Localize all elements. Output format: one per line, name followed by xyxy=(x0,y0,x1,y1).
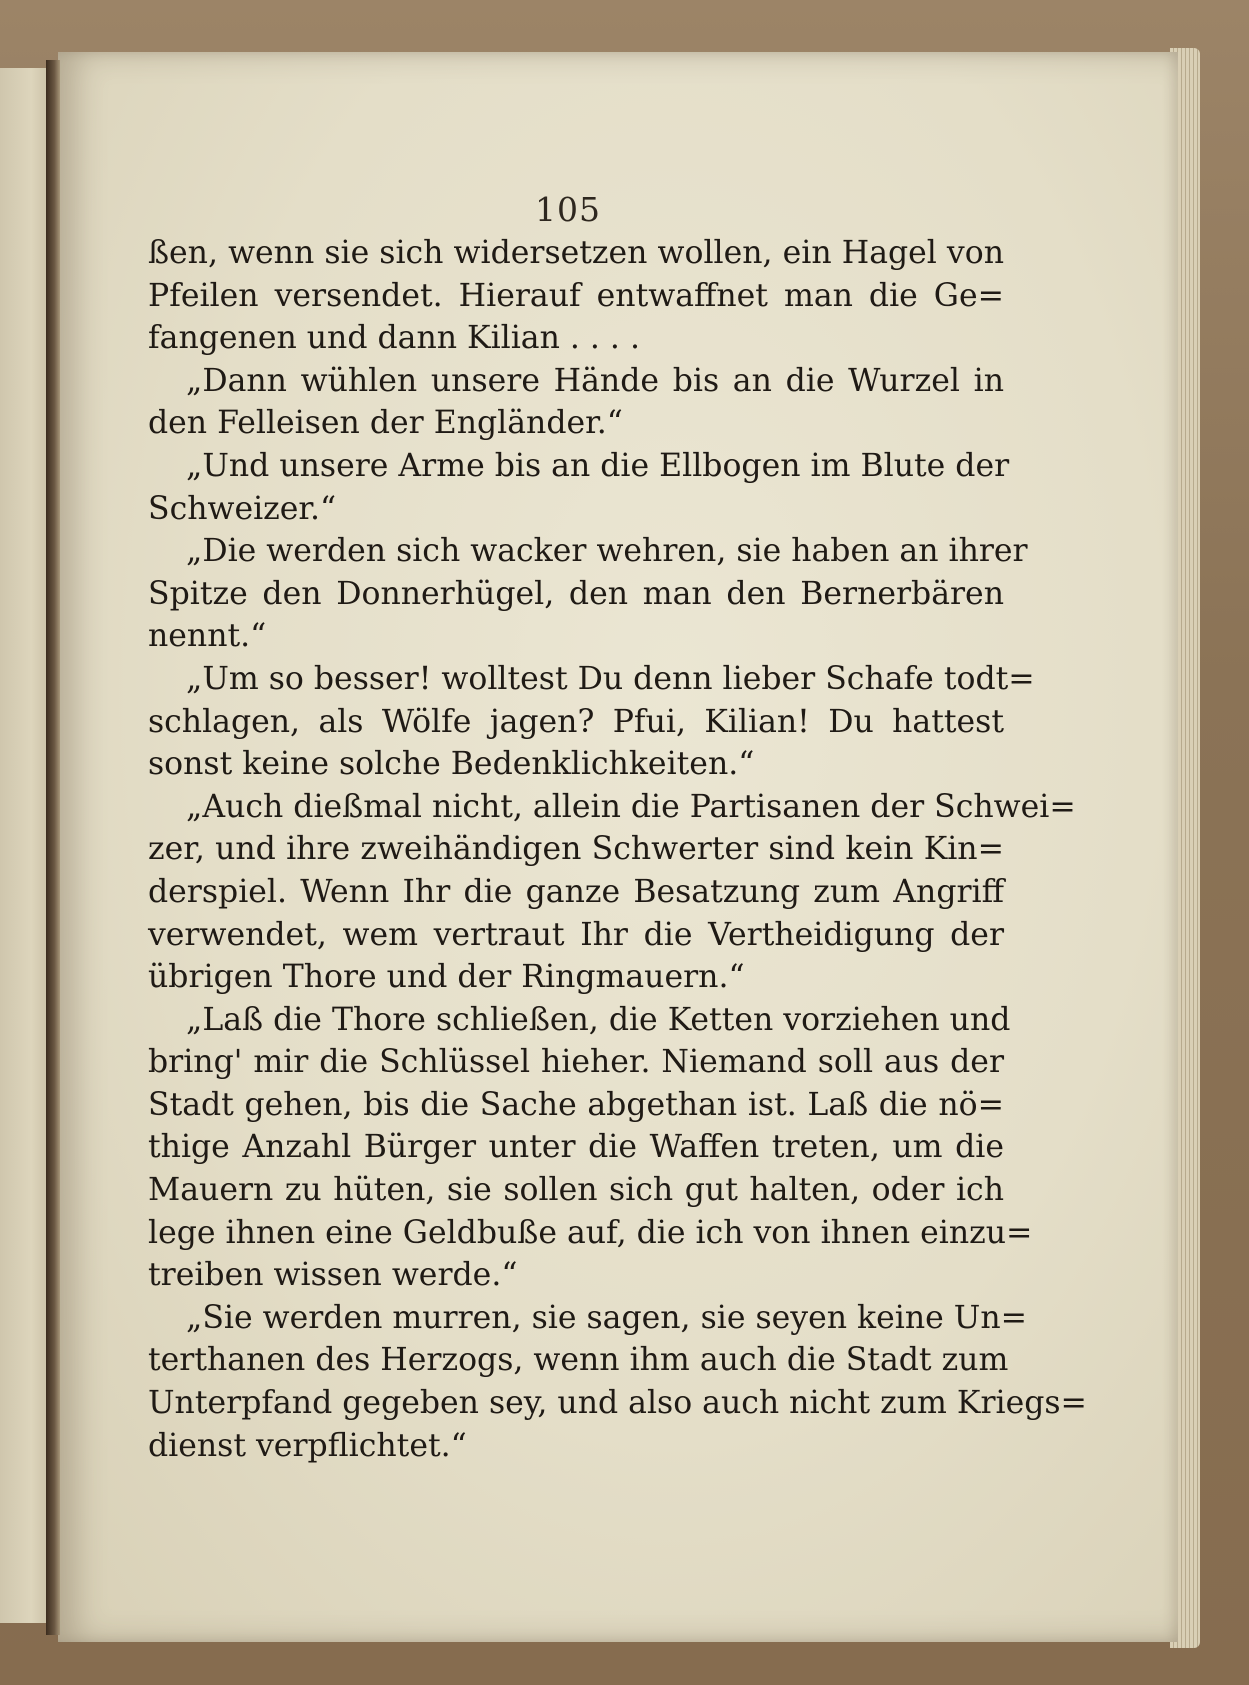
text-line: Stadt gehen, bis die Sache abgethan ist. Laß die nö= xyxy=(148,1086,1004,1123)
text-line: „Dann wühlen unsere Hände bis an die Wurzel in xyxy=(186,362,1004,399)
book-gutter xyxy=(46,60,60,1635)
text-line: Unterpfand gegeben sey, und also auch nicht zum Kriegs= xyxy=(148,1385,1087,1422)
text-line: treiben wissen werde.“ xyxy=(148,1257,518,1294)
text-line: fangenen und dann Kilian . . . . xyxy=(148,320,640,357)
text-line: derspiel. Wenn Ihr die ganze Besatzung zum Angriff xyxy=(148,873,1004,910)
text-line: Spitze den Donnerhügel, den man den Bernerbären xyxy=(148,575,1004,612)
text-line: lege ihnen eine Geldbuße auf, die ich von ihnen einzu= xyxy=(148,1214,1033,1251)
text-line: Pfeilen versendet. Hierauf entwaffnet man die Ge= xyxy=(148,277,1004,314)
text-line: „Sie werden murren, sie sagen, sie seyen keine Un= xyxy=(186,1299,1027,1336)
text-line: schlagen, als Wölfe jagen? Pfui, Kilian! Du hattest xyxy=(148,703,1004,740)
text-line: bring' mir die Schlüssel hieher. Niemand soll aus der xyxy=(148,1044,1004,1081)
text-line: terthanen des Herzogs, wenn ihm auch die Stadt zum xyxy=(148,1342,1009,1379)
text-line: sonst keine solche Bedenklichkeiten.“ xyxy=(148,746,755,783)
text-line: dienst verpflichtet.“ xyxy=(148,1427,467,1464)
text-line: „Laß die Thore schließen, die Ketten vorziehen und xyxy=(186,1001,1011,1038)
text-line: „Auch dießmal nicht, allein die Partisanen der Schwei= xyxy=(186,788,1076,825)
body-text xyxy=(148,232,1087,1467)
text-line: „Die werden sich wacker wehren, sie haben an ihrer xyxy=(186,533,1028,570)
text-line: Mauern zu hüten, sie sollen sich gut halten, oder ich xyxy=(148,1172,1004,1209)
text-line: verwendet, wem vertraut Ihr die Vertheidigung der xyxy=(148,916,1004,953)
text-line: nennt.“ xyxy=(148,618,267,655)
text-line: zer, und ihre zweihändigen Schwerter sind kein Kin= xyxy=(148,831,1004,868)
text-line: thige Anzahl Bürger unter die Waffen treten, um die xyxy=(148,1129,1004,1166)
left-page-edge xyxy=(0,68,52,1623)
text-line: Schweizer.“ xyxy=(148,490,337,527)
text-line: „Um so besser! wolltest Du denn lieber Schafe todt= xyxy=(186,660,1035,697)
page-number: 105 xyxy=(535,190,601,229)
text-line: „Und unsere Arme bis an die Ellbogen im Blute der xyxy=(186,447,1010,484)
text-line: den Felleisen der Engländer.“ xyxy=(148,405,623,442)
text-line: übrigen Thore und der Ringmauern.“ xyxy=(148,959,745,996)
text-line: ßen, wenn sie sich widersetzen wollen, ein Hagel von xyxy=(148,235,1004,271)
